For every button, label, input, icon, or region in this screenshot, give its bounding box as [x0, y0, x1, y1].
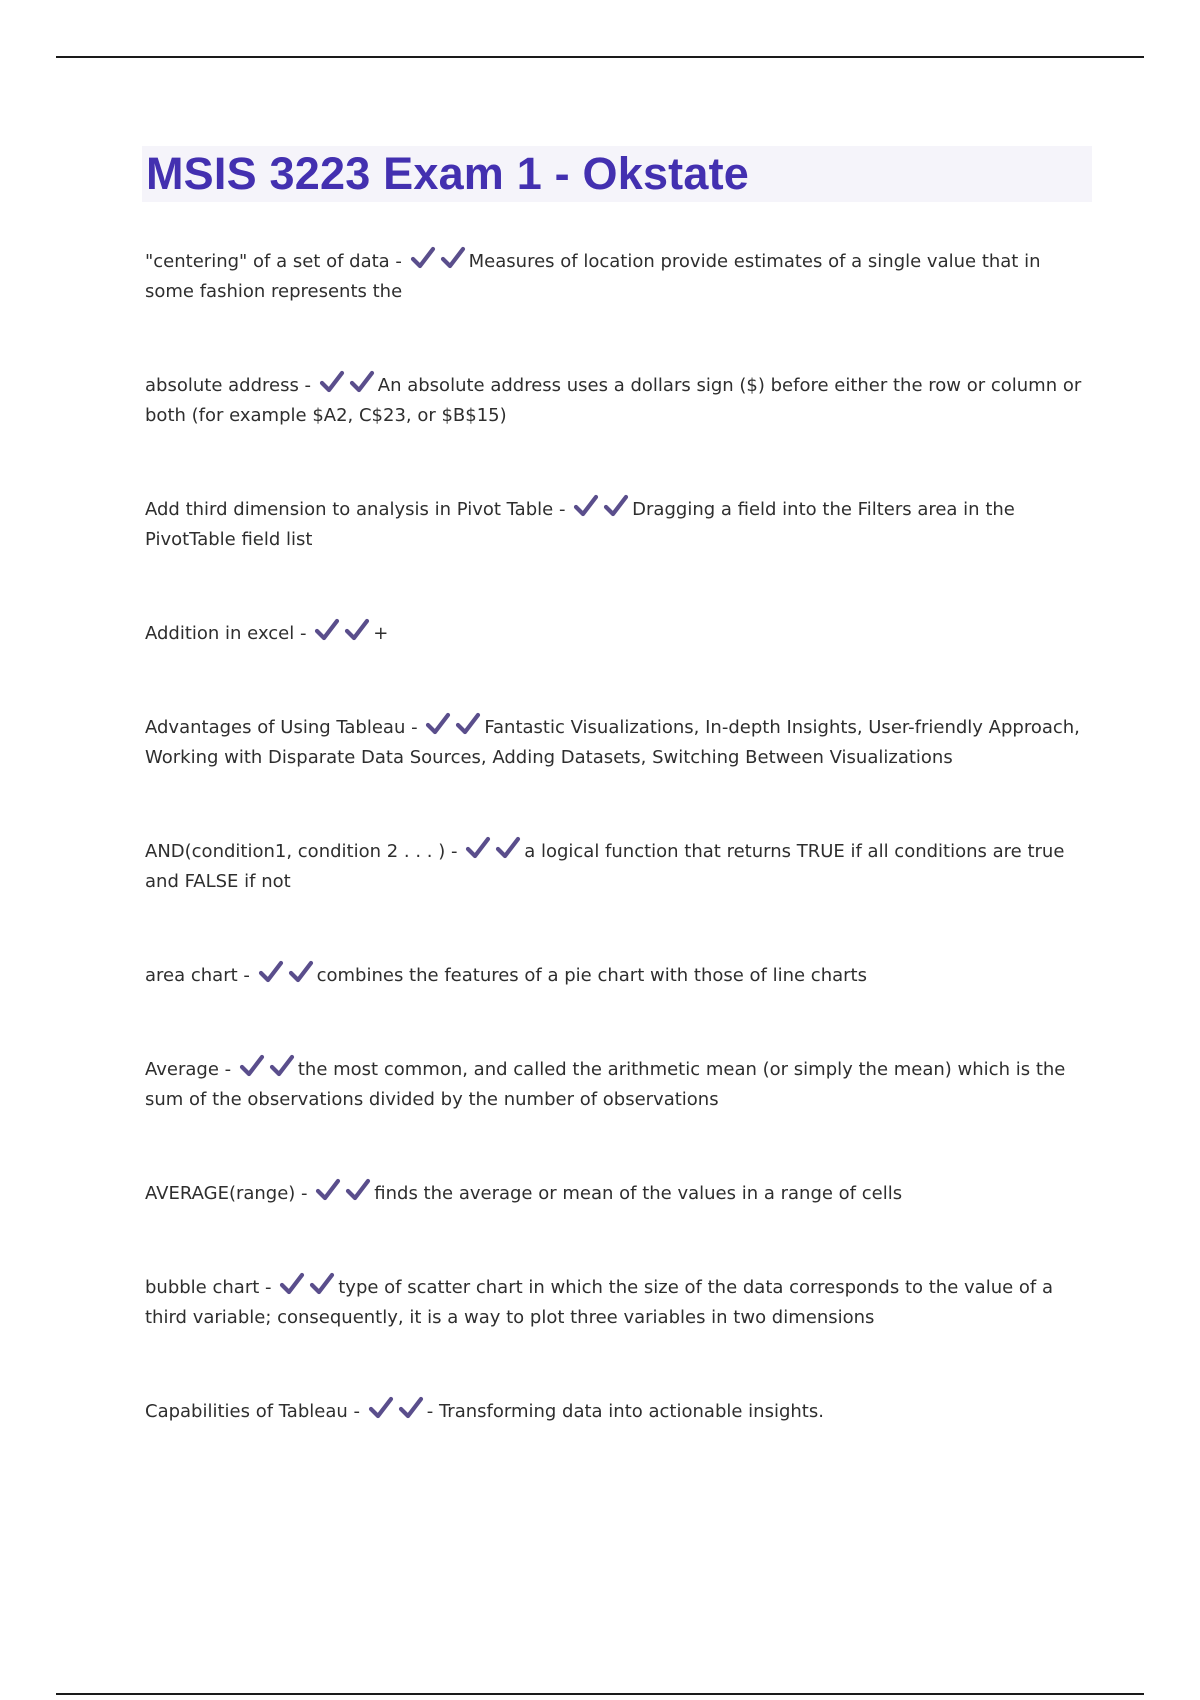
- entry-definition: combines the features of a pie chart with those of line charts: [316, 965, 867, 986]
- entry-definition: Dragging a field into the Filters area in the PivotTable field list: [145, 499, 1015, 550]
- check-icon: [314, 618, 340, 642]
- check-icon: [309, 1272, 335, 1296]
- check-icon: [344, 618, 370, 642]
- entry-separator: -: [445, 841, 458, 862]
- flashcard-entry: [145, 246, 1095, 307]
- entry-separator: -: [298, 375, 312, 396]
- check-icon: [258, 960, 284, 984]
- checkmarks: [279, 1272, 335, 1296]
- entry-separator: -: [294, 623, 307, 644]
- entry-term: bubble chart: [145, 1277, 260, 1298]
- entry-definition: - Transforming data into actionable insights.: [426, 1401, 824, 1422]
- page-title: MSIS 3223 Exam 1 - Okstate: [146, 148, 750, 199]
- flashcard-entry: [145, 712, 1095, 773]
- flashcard-entry: [145, 618, 1095, 649]
- check-icon: [455, 712, 481, 736]
- check-icon: [440, 246, 466, 270]
- checkmarks: [314, 618, 370, 642]
- checkmarks: [573, 494, 629, 518]
- entry-term: Average: [145, 1059, 219, 1080]
- checkmarks: [425, 712, 481, 736]
- entry-term: Advantages of Using Tableau: [145, 717, 406, 738]
- entry-term: Capabilities of Tableau: [145, 1401, 348, 1422]
- check-icon: [345, 1178, 371, 1202]
- check-icon: [495, 836, 521, 860]
- entry-term: absolute address: [145, 375, 299, 396]
- flashcard-entry: [145, 1272, 1095, 1333]
- entry-definition: type of scatter chart in which the size of the data corresponds to the value of a third variable; consequently, it is a way to plot three variables in two dimensions: [145, 1277, 1054, 1328]
- flashcard-entry: [145, 1396, 1095, 1427]
- entry-separator: -: [259, 1277, 272, 1298]
- check-icon: [239, 1054, 265, 1078]
- flashcard-entry: [145, 960, 1095, 991]
- flashcard-entry: [145, 1178, 1095, 1209]
- check-icon: [425, 712, 451, 736]
- checkmarks: [315, 1178, 371, 1202]
- check-icon: [315, 1178, 341, 1202]
- check-icon: [349, 370, 375, 394]
- entry-term: AVERAGE(range): [145, 1183, 296, 1204]
- checkmarks: [239, 1054, 295, 1078]
- entry-separator: -: [347, 1401, 360, 1422]
- check-icon: [279, 1272, 305, 1296]
- entry-definition: An absolute address uses a dollars sign ($) before either the row or column or both (for example $A2, C$23, or $B$15): [145, 375, 1082, 426]
- check-icon: [319, 370, 345, 394]
- entry-term: AND(condition1, condition 2 . . . ): [145, 841, 446, 862]
- check-icon: [573, 494, 599, 518]
- checkmarks: [319, 370, 375, 394]
- entry-term: Add third dimension to analysis in Pivot Table: [145, 499, 554, 520]
- check-icon: [288, 960, 314, 984]
- flashcard-entry: [145, 1054, 1095, 1115]
- entry-definition: Measures of location provide estimates of a single value that in some fashion represents the: [145, 251, 1041, 302]
- check-icon: [269, 1054, 295, 1078]
- entry-definition: finds the average or mean of the values in a range of cells: [374, 1183, 903, 1204]
- entry-definition: the most common, and called the arithmetic mean (or simply the mean) which is the sum of the observations divided by the number of observations: [145, 1059, 1066, 1110]
- check-icon: [465, 836, 491, 860]
- entry-term: Addition in excel: [145, 623, 295, 644]
- check-icon: [410, 246, 436, 270]
- entry-definition: +: [373, 623, 389, 644]
- entry-separator: -: [553, 499, 566, 520]
- check-icon: [368, 1396, 394, 1420]
- checkmarks: [258, 960, 314, 984]
- entry-definition: Fantastic Visualizations, In-depth Insights, User-friendly Approach, Working with Disparate Data Sources, Adding Datasets, Switching Between Visualizations: [145, 717, 1080, 768]
- entry-separator: -: [295, 1183, 308, 1204]
- title-band: [142, 146, 1092, 202]
- flashcard-list: [145, 246, 1095, 1427]
- entry-separator: -: [237, 965, 250, 986]
- checkmarks: [410, 246, 466, 270]
- entry-term: area chart: [145, 965, 238, 986]
- entry-separator: -: [218, 1059, 232, 1080]
- check-icon: [603, 494, 629, 518]
- check-icon: [398, 1396, 424, 1420]
- flashcard-entry: [145, 370, 1095, 431]
- flashcard-entry: [145, 836, 1095, 897]
- flashcard-entry: [145, 494, 1095, 555]
- bottom-rule: [56, 1693, 1144, 1695]
- entry-definition: a logical function that returns TRUE if all conditions are true and FALSE if not: [145, 841, 1065, 892]
- entry-separator: -: [389, 251, 402, 272]
- top-rule: [56, 56, 1144, 58]
- entry-term: "centering" of a set of data: [145, 251, 390, 272]
- checkmarks: [465, 836, 521, 860]
- checkmarks: [368, 1396, 424, 1420]
- entry-separator: -: [405, 717, 418, 738]
